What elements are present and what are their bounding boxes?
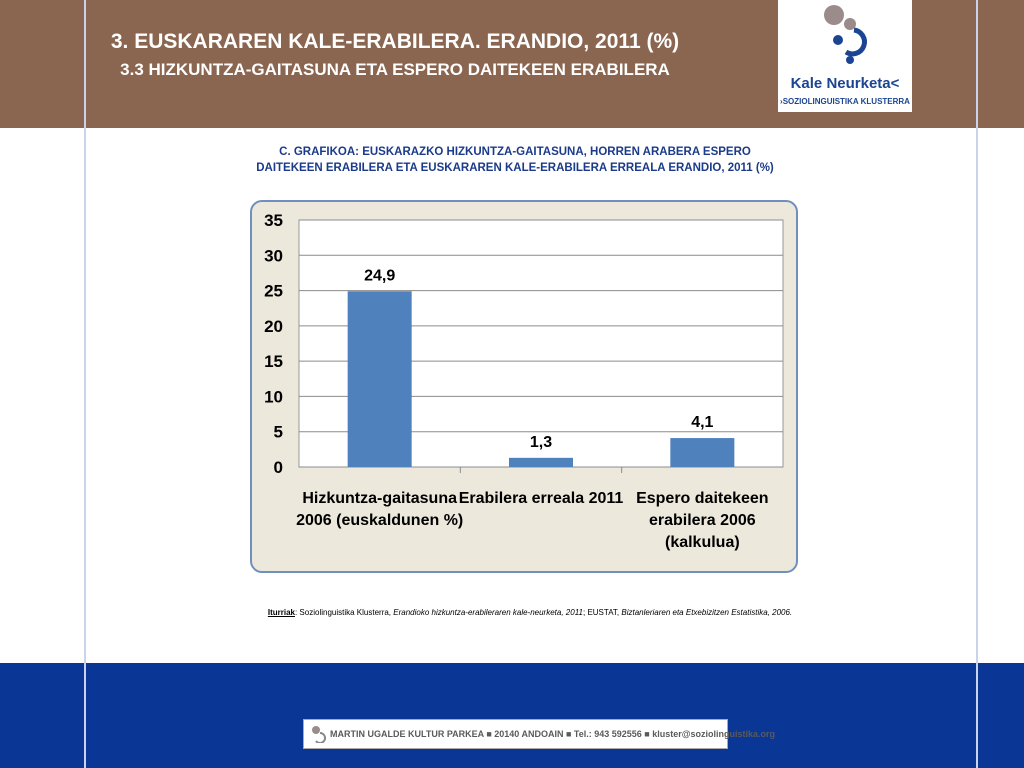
source-text-2: Erandioko hizkuntza-erabileraren kale-neurketa, 2011 [393,608,583,617]
bar [670,438,734,467]
y-tick-label: 25 [264,281,283,301]
chart-title-line-1: C. GRAFIKOA: EUSKARAZKO HIZKUNTZA-GAITASUNA, HORREN ARABERA ESPERO [279,146,751,158]
y-tick-label: 5 [273,422,283,442]
x-category-label: Hizkuntza-gaitasuna [302,490,458,507]
logo-subtitle: ›SOZIOLINGUISTIKA KLUSTERRA [780,97,910,106]
logo [778,0,912,112]
source-text-3: ; EUSTAT, [583,608,622,617]
x-category-label: erabilera 2006 [648,512,756,529]
footer-address: MARTIN UGALDE KULTUR PARKEA ■ 20140 ANDOAIN ■ Tel.: 943 592556 ■ kluster@soziolinguistika.org [330,729,776,739]
data-label: 1,3 [529,433,553,451]
data-label: 24,9 [364,267,396,285]
y-tick-label: 30 [264,246,283,266]
right-divider [976,0,978,768]
logo-name: Kale Neurketa< [790,75,900,92]
x-category-label: 2006 (euskaldunen %) [296,512,464,529]
bar [509,458,573,467]
footer-band [0,663,1024,768]
y-tick-label: 10 [264,387,283,407]
bar-chart [250,200,798,573]
source-text-4: Biztanleriaren eta Etxebizitzen Estatistika, 2006. [621,608,793,617]
left-divider [84,0,86,768]
chart-title [200,144,830,176]
y-tick-label: 20 [264,316,283,336]
page-subtitle: 3.3 HIZKUNTZA-GAITASUNA ETA ESPERO DAITEKEEN ERABILERA [120,60,670,79]
x-category-label: Espero daitekeen [636,490,769,507]
bar [348,291,412,467]
x-category-label: Erabilera erreala 2011 [458,490,624,507]
data-label: 4,1 [691,414,714,432]
footer-address-box [303,719,776,749]
page-title: 3. EUSKARAREN KALE-ERABILERA. ERANDIO, 2011 (%) [110,30,680,53]
y-tick-label: 15 [264,352,283,372]
y-tick-label: 0 [273,458,283,477]
x-category-label: (kalkulua) [664,534,740,551]
chart-title-line-2: DAITEKEEN ERABILERA ETA EUSKARAREN KALE-ERABILERA ERREALA ERANDIO, 2011 (%) [256,162,774,174]
logo-icon [778,0,912,72]
footer-logo-icon [310,725,326,743]
y-tick-label: 35 [264,211,283,230]
source-note [0,608,1024,617]
source-text-1: : Soziolinguistika Klusterra, [294,608,394,617]
source-label: Iturriak [267,608,295,617]
